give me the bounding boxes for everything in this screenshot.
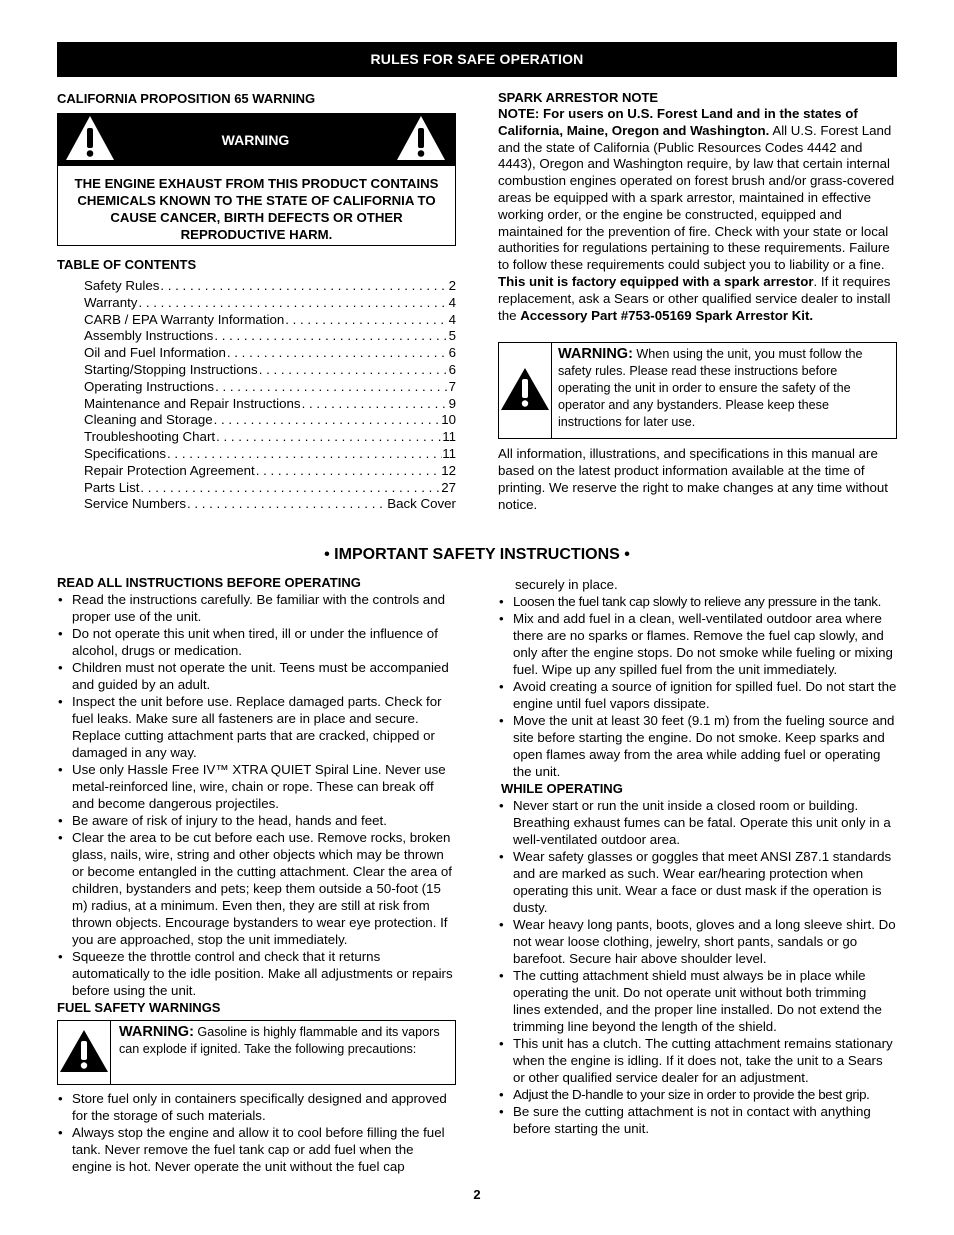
prop65-warning-header xyxy=(58,114,455,166)
toc-entry-title: Repair Protection Agreement xyxy=(84,462,255,478)
toc-leader-dots xyxy=(213,327,448,344)
prop65-warning-text: THE ENGINE EXHAUST FROM THIS PRODUCT CONTAINS CHEMICALS KNOWN TO THE STATE OF CALIFORNIA TO CAUSE CANCER, BIRTH DEFECTS OR OTHER REPRODUCTIVE HARM. xyxy=(74,176,439,242)
spark-kit-bold: Accessory Part #753-05169 Spark Arrestor Kit. xyxy=(520,307,814,323)
toc-entry-title: Troubleshooting Chart xyxy=(84,429,216,445)
toc-entry-page: 6 xyxy=(448,345,456,361)
safety-rules-warning-text xyxy=(552,343,896,438)
list-item: • Clear the area to be cut before each use. Remove rocks, broken glass, nails, wire, string and other objects which may be thrown or become entangled in the cutting attachment. Clear the area of children, bystanders and pets; keep them outside a 50-foot (15 m) radius, at a minimum. Even then, they are still at risk from thrown objects. Encourage bystanders to wear eye protection. If you are approached, stop the unit immediately. xyxy=(57,829,456,948)
warning-message: When using the unit, you must follow the safety rules. Please read these instructions before operating the unit in order to ensure the safety of the operator and any bystanders. Please keep these instructions for later use. xyxy=(558,347,863,430)
table-of-contents xyxy=(57,277,456,512)
list-item: • This unit has a clutch. The cutting attachment remains stationary when the engine is idling. If it does not, take the unit to a Sears or other qualified service dealer for an adjustment. xyxy=(498,1035,897,1086)
toc-leader-dots xyxy=(213,411,442,428)
fuel-list-continuation: securely in place. xyxy=(515,577,618,592)
list-item: • Use only Hassle Free IV™ XTRA QUIET Spiral Line. Never use metal-reinforced line, wire, chain or rope. These can break off and become dangerous projectiles. xyxy=(57,761,456,812)
toc-entry xyxy=(84,277,456,294)
toc-entry-page: 5 xyxy=(448,328,456,344)
list-item: • Be aware of risk of injury to the head, hands and feet. xyxy=(57,812,456,829)
toc-entry-page: 2 xyxy=(448,278,456,293)
toc-entry-title: Assembly Instructions xyxy=(84,328,214,344)
fuel-warning-box xyxy=(57,1020,456,1085)
toc-entry-title: Starting/Stopping Instructions xyxy=(84,361,258,377)
toc-leader-dots xyxy=(301,395,449,412)
toc-entry xyxy=(84,361,456,378)
toc-entry xyxy=(84,311,456,328)
section-banner: RULES FOR SAFE OPERATION xyxy=(57,42,897,77)
warning-label: WARNING xyxy=(221,131,290,148)
list-item: • Do not operate this unit when tired, ill or under the influence of alcohol, drugs or medication. xyxy=(57,625,456,659)
toc-leader-dots xyxy=(226,344,449,361)
list-item: • Read the instructions carefully. Be familiar with the controls and proper use of the unit. xyxy=(57,591,456,625)
while-operating-heading: WHILE OPERATING xyxy=(501,781,623,796)
spark-arrestor-note xyxy=(498,106,897,324)
toc-heading: TABLE OF CONTENTS xyxy=(57,257,197,272)
left-column-bottom xyxy=(57,574,456,1175)
spark-replace-text: . If it requires replacement, ask a Sears or other qualified service dealer to install the xyxy=(498,273,891,323)
toc-leader-dots xyxy=(166,445,442,462)
toc-entry-page: 6 xyxy=(448,361,456,377)
warning-triangle-icon xyxy=(58,1028,110,1078)
warning-label: WARNING: xyxy=(119,1024,194,1040)
fuel-safety-list-continued xyxy=(498,593,897,780)
spark-note-bold: NOTE: For users on U.S. Forest Land and in the states of California, Maine, Oregon and Washington. xyxy=(498,106,858,138)
toc-leader-dots xyxy=(284,311,448,328)
toc-entry xyxy=(84,294,456,311)
fuel-warning-text xyxy=(111,1021,455,1084)
list-item: • The cutting attachment shield must always be in place while operating the unit. Do not operate unit without both trimming lines extended, and the proper line installed. Do not extend the trimming line beyond the length of the shield. xyxy=(498,967,897,1035)
list-item: • Store fuel only in containers specifically designed and approved for the storage of such materials. xyxy=(57,1090,456,1124)
toc-entry-title: Cleaning and Storage xyxy=(84,412,213,428)
toc-entry xyxy=(84,445,456,462)
toc-entry xyxy=(84,495,456,512)
toc-leader-dots xyxy=(255,462,441,479)
toc-entry-title: CARB / EPA Warranty Information xyxy=(84,311,285,327)
list-item: • Avoid creating a source of ignition for spilled fuel. Do not start the engine until fuel vapors dissipate. xyxy=(498,678,897,712)
toc-entry-page: 11 xyxy=(442,429,456,445)
toc-entry xyxy=(84,479,456,496)
toc-entry-title: Oil and Fuel Information xyxy=(84,345,226,361)
list-item: • Inspect the unit before use. Replace damaged parts. Check for fuel leaks. Make sure all fasteners are in place and secure. Replace cutting attachment parts that are cracked, chipped or damaged in any way. xyxy=(57,693,456,761)
list-item: • Children must not operate the unit. Teens must be accompanied and guided by an adult. xyxy=(57,659,456,693)
toc-entry xyxy=(84,411,456,428)
toc-entry-title: Safety Rules xyxy=(84,278,160,293)
warning-message: Gasoline is highly flammable and its vapors can explode if ignited. Take the following precautions: xyxy=(119,1025,440,1056)
important-safety-title: • IMPORTANT SAFETY INSTRUCTIONS • xyxy=(324,546,630,563)
spark-factory-bold: This unit is factory equipped with a spark arrestor xyxy=(498,273,814,289)
toc-entry-page: 27 xyxy=(441,479,456,495)
list-item: • Always stop the engine and allow it to cool before filling the fuel tank. Never remove the fuel tank cap or add fuel when the engine is hot. Never operate the unit without the fuel cap xyxy=(57,1124,456,1175)
toc-entry-page: 4 xyxy=(448,294,456,310)
list-item: • Be sure the cutting attachment is not in contact with anything before starting the unit. xyxy=(498,1103,897,1137)
list-item: • Move the unit at least 30 feet (9.1 m) from the fueling source and site before starting the engine. Do not smoke. Keep sparks and open flames away from the area while adding fuel or operating the unit. xyxy=(498,712,897,780)
toc-leader-dots xyxy=(137,294,448,311)
toc-entry-page: 4 xyxy=(448,311,456,327)
list-item: • Loosen the fuel tank cap slowly to relieve any pressure in the tank. xyxy=(498,593,897,610)
fuel-safety-list xyxy=(57,1090,456,1175)
warning-triangle-icon xyxy=(395,114,447,166)
toc-entry-title: Parts List xyxy=(84,479,140,495)
safety-rules-warning-box xyxy=(498,342,897,439)
list-item: • Never start or run the unit inside a closed room or building. Breathing exhaust fumes can be fatal. Operate this unit only in a well-ventilated outdoor area. xyxy=(498,797,897,848)
warning-triangle-icon xyxy=(64,114,116,166)
toc-entry-page: Back Cover xyxy=(387,496,456,512)
read-all-heading: READ ALL INSTRUCTIONS BEFORE OPERATING xyxy=(57,575,361,590)
toc-leader-dots xyxy=(159,277,448,294)
toc-leader-dots xyxy=(186,495,387,512)
right-column-bottom xyxy=(498,576,897,1137)
warning-triangle-icon xyxy=(499,366,551,416)
toc-entry-page: 11 xyxy=(442,445,456,461)
prop65-heading: CALIFORNIA PROPOSITION 65 WARNING xyxy=(57,91,316,106)
toc-entry xyxy=(84,395,456,412)
toc-entry-title: Maintenance and Repair Instructions xyxy=(84,395,301,411)
toc-entry-page: 12 xyxy=(441,462,456,478)
toc-entry-title: Specifications xyxy=(84,445,167,461)
while-operating-list xyxy=(498,797,897,1137)
toc-entry-page: 10 xyxy=(441,412,456,428)
information-disclaimer: All information, illustrations, and specifications in this manual are based on the latest product information available at the time of printing. We reserve the right to make changes at any time without notice. xyxy=(498,446,888,512)
toc-entry-page: 9 xyxy=(448,395,456,411)
list-item: • Wear safety glasses or goggles that meet ANSI Z87.1 standards and are marked as such. Wear ear/hearing protection when operating this unit. Wear a face or dust mask if the operation is dusty. xyxy=(498,848,897,916)
warning-icon-cell xyxy=(499,343,552,438)
toc-leader-dots xyxy=(258,361,449,378)
fuel-safety-heading: FUEL SAFETY WARNINGS xyxy=(57,1000,221,1015)
list-item: • Wear heavy long pants, boots, gloves and a long sleeve shirt. Do not wear loose clothing, jewelry, short pants, sandals or go barefoot. Secure hair above shoulder level. xyxy=(498,916,897,967)
spark-note-text: All U.S. Forest Land and the state of California (Public Resources Codes 4442 and 4443), Oregon and Washington require, by law that certain internal combustion engines operated on forest brush and/or grass-covered areas be equipped with a spark arrestor, maintained in effective working order, or the engine be constructed, equipped and maintained for the prevention of fire. Check with your state or local authorities for regulations pertaining to these requirements. Failure to follow these requirements could subject you to liability or a fine. xyxy=(498,122,895,273)
right-column-top xyxy=(498,89,897,514)
warning-label: WARNING: xyxy=(558,346,633,363)
toc-leader-dots xyxy=(214,378,449,395)
warning-icon-cell xyxy=(58,1021,111,1084)
prop65-warning-box xyxy=(57,113,456,246)
toc-entry xyxy=(84,327,456,344)
toc-entry xyxy=(84,344,456,361)
list-item: • Adjust the D-handle to your size in order to provide the best grip. xyxy=(498,1086,897,1103)
toc-entry-title: Service Numbers xyxy=(84,496,186,512)
toc-leader-dots xyxy=(139,479,441,496)
toc-entry-title: Operating Instructions xyxy=(84,378,215,394)
read-all-list xyxy=(57,591,456,999)
left-column-top xyxy=(57,90,456,512)
list-item: • Squeeze the throttle control and check that it returns automatically to the idle position. Make all adjustments or repairs before using the unit. xyxy=(57,948,456,999)
toc-entry xyxy=(84,462,456,479)
toc-leader-dots xyxy=(215,428,442,445)
toc-entry xyxy=(84,428,456,445)
toc-entry-title: Warranty xyxy=(84,294,138,310)
toc-entry-page: 7 xyxy=(448,378,456,394)
page-number: 2 xyxy=(473,1187,481,1202)
list-item: • Mix and add fuel in a clean, well-ventilated outdoor area where there are no sparks or flames. Remove the fuel cap slowly, and only after the engine stops. Do not smoke while fueling or mixing fuel. Wipe up any spilled fuel from the unit immediately. xyxy=(498,610,897,678)
spark-arrestor-heading: SPARK ARRESTOR NOTE xyxy=(498,90,659,105)
toc-entry xyxy=(84,378,456,395)
